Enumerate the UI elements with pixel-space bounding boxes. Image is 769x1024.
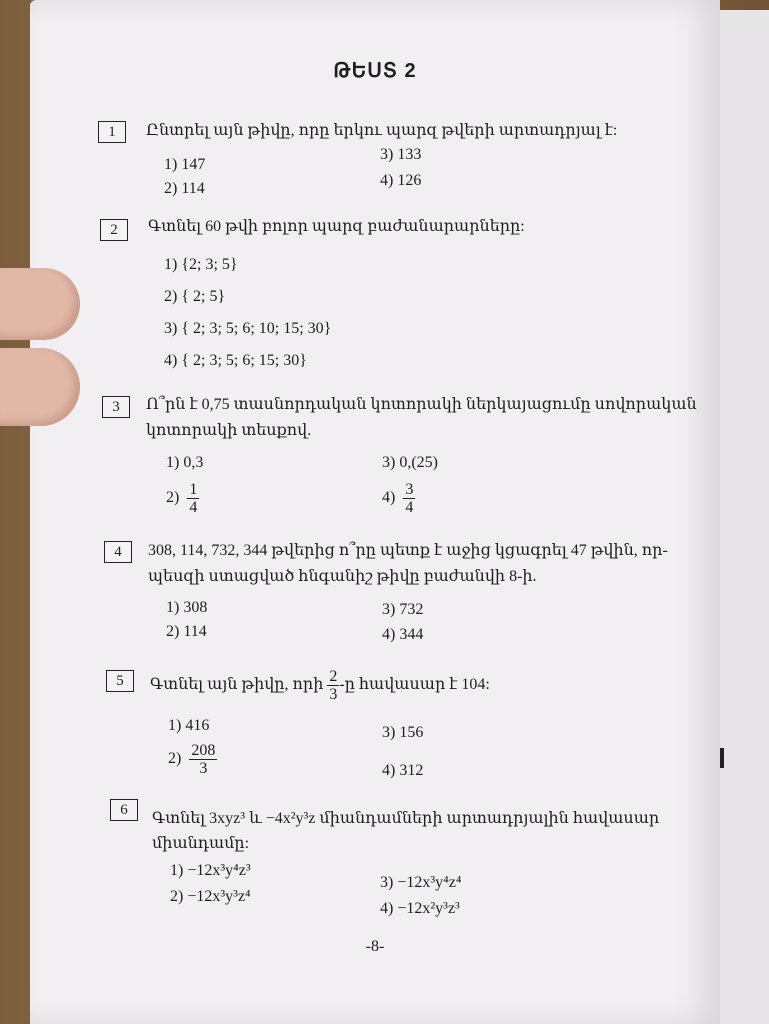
question-3-number: 3 <box>102 396 130 418</box>
q2-option-1: 1) {2; 3; 5} <box>164 256 238 273</box>
q5-option-2 <box>168 742 217 777</box>
document-page <box>30 0 720 1024</box>
question-6-number: 6 <box>110 799 138 821</box>
q6-option-1: 1) −12x³y⁴z³ <box>170 862 251 879</box>
question-4-number: 4 <box>104 541 132 563</box>
q2-option-3: 3) { 2; 3; 5; 6; 10; 15; 30} <box>164 320 332 337</box>
q5-option-3: 3) 156 <box>382 724 424 741</box>
q3-option-4-denominator: 4 <box>405 499 414 516</box>
q4-option-2: 2) 114 <box>166 623 207 640</box>
q1-option-4: 4) 126 <box>380 172 422 189</box>
q3-option-2-numerator: 1 <box>189 481 198 498</box>
q3-option-4 <box>382 481 415 516</box>
question-5-numerator: 2 <box>329 668 338 685</box>
question-4-line-1: 308, 114, 732, 344 թվերից ո՞րը պետք է աջից կցագրել 47 թվին, որ- <box>148 542 668 559</box>
question-2-number: 2 <box>100 219 128 241</box>
q6-option-2: 2) −12x³y³z⁴ <box>170 888 251 905</box>
q5-option-2-numerator: 208 <box>191 742 216 759</box>
question-1-number: 1 <box>98 121 126 143</box>
q6-option-4: 4) −12x²y³z³ <box>380 900 460 917</box>
q5-option-4: 4) 312 <box>382 762 424 779</box>
question-5-text <box>150 668 490 703</box>
q3-option-4-label: 4) <box>382 489 396 507</box>
question-2-text: Գտնել 60 թվի բոլոր պարզ բաժանարարները: <box>148 218 525 235</box>
q6-option-3: 3) −12x³y⁴z⁴ <box>380 874 462 891</box>
finger-lower <box>0 348 80 426</box>
q3-option-2-denominator: 4 <box>189 499 198 516</box>
question-5-text-a: Գտնել այն թիվը, որի <box>150 676 324 694</box>
page-number: -8- <box>365 938 385 955</box>
question-3-line-2: կոտորակի տեսքով. <box>146 422 312 439</box>
question-1-text: Ընտրել այն թիվը, որը երկու պարզ թվերի արտադրյալ է: <box>146 122 618 139</box>
q3-option-2-fraction <box>187 481 199 516</box>
q4-option-1: 1) 308 <box>166 599 208 616</box>
q4-option-3: 3) 732 <box>382 601 424 618</box>
question-6-line-2: միանդամը: <box>152 835 250 852</box>
q1-option-1: 1) 147 <box>164 156 206 173</box>
question-4-line-2: պեսզի ստացված հնգանիշ թիվը բաժանվի 8-ի. <box>148 568 537 585</box>
question-5-denominator: 3 <box>329 686 338 703</box>
q3-option-1: 1) 0,3 <box>166 454 204 471</box>
q3-option-3: 3) 0,(25) <box>382 454 438 471</box>
q5-option-2-denominator: 3 <box>199 760 208 777</box>
q1-option-3: 3) 133 <box>380 146 422 163</box>
q4-option-4: 4) 344 <box>382 626 424 643</box>
q2-option-4: 4) { 2; 3; 5; 6; 15; 30} <box>164 352 307 369</box>
page-title: ԹԵՍՏ 2 <box>333 60 417 82</box>
q3-option-2-label: 2) <box>166 489 180 507</box>
question-5-number: 5 <box>106 670 134 692</box>
q3-option-4-fraction <box>403 481 415 516</box>
q5-option-2-fraction <box>189 742 217 777</box>
question-5-fraction <box>327 668 339 703</box>
q5-option-2-label: 2) <box>168 750 182 768</box>
q5-option-1: 1) 416 <box>168 717 210 734</box>
question-6-line-1: Գտնել 3xyz³ և −4x²y³z միանդամների արտադրյալին հավասար <box>152 810 660 827</box>
question-3-line-1: Ո՞րն է 0,75 տասնորդական կոտորակի ներկայացումը սովորական <box>146 396 697 413</box>
q1-option-2: 2) 114 <box>164 180 205 197</box>
q3-option-4-numerator: 3 <box>405 481 414 498</box>
finger-upper <box>0 268 80 340</box>
question-5-text-b: -ը հավասար է 104: <box>339 676 490 694</box>
q2-option-2: 2) { 2; 5} <box>164 288 226 305</box>
q3-option-2 <box>166 481 199 516</box>
